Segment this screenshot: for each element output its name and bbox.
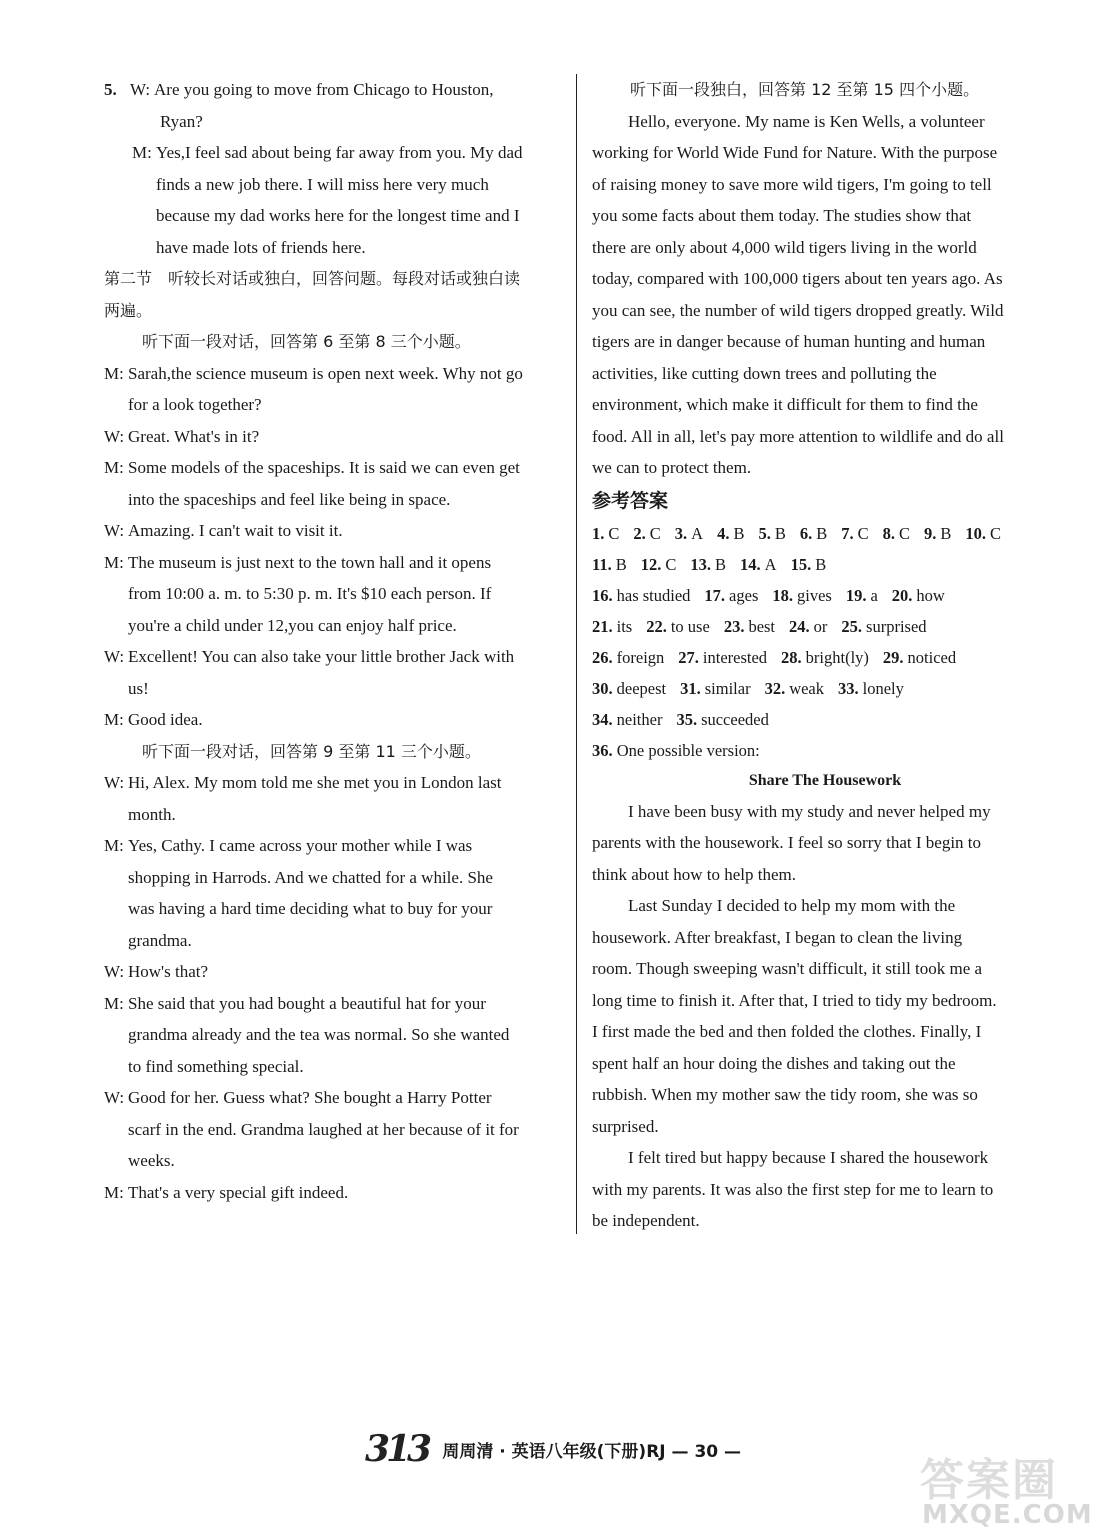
dialog-turn-text: [128, 358, 570, 421]
dialog-turn: [104, 988, 570, 1083]
dialog-line: for a look together?: [128, 395, 262, 414]
answer-item: [592, 580, 690, 611]
essay-line: room. Though sweeping wasn't difficult, it still took me a: [592, 959, 983, 978]
essay-line: Last Sunday I decided to help my mom with the: [628, 896, 956, 915]
essay-intro: [592, 735, 1058, 766]
answer-number: 14.: [740, 554, 761, 574]
q5-m-body: [156, 137, 570, 263]
dialog-line: How's that?: [128, 962, 209, 981]
essay-line: rubbish. When my mother saw the tidy room, she was so: [592, 1085, 978, 1104]
dialog-line: The museum is just next to the town hall and it opens: [128, 552, 492, 572]
answer-number: 8.: [882, 523, 896, 543]
answer-item: [789, 611, 827, 642]
answer-item: [846, 580, 878, 611]
essay-paragraph: [592, 890, 1058, 1142]
answer-item: [841, 611, 926, 642]
dialog-turn: [104, 641, 570, 704]
answer-value: B: [733, 523, 745, 543]
answer-value: has studied: [616, 585, 691, 605]
answer-item: [704, 580, 758, 611]
answer-number: 1.: [592, 523, 605, 543]
answer-number: 31.: [680, 678, 701, 698]
q5-w-turn: [104, 74, 570, 106]
watermark-cn: 答案圈: [920, 1455, 1058, 1506]
answer-value: gives: [797, 585, 832, 605]
monologue-line: activities, like cutting down trees and polluting the: [592, 363, 937, 383]
answer-number: 27.: [678, 647, 699, 667]
dialog-9-11: [104, 767, 570, 1208]
dialog-line: Hi, Alex. My mom told me she met you in London last: [128, 773, 502, 792]
directive-6-8: 听下面一段对话，回答第 6 至第 8 三个小题。: [142, 332, 471, 351]
answer-number: 11.: [592, 554, 612, 574]
dialog-turn: [104, 704, 570, 736]
speaker-label: W:: [104, 521, 125, 540]
answer-item: [765, 673, 824, 704]
q5-m-line: Yes,I feel sad about being far away from you. My dad: [156, 143, 523, 162]
answer-value: bright(ly): [805, 647, 869, 667]
answer-value: weak: [789, 678, 825, 698]
answer-item: [924, 518, 951, 549]
essay-line: I have been busy with my study and never helped my: [628, 801, 991, 821]
answer-number: 23.: [723, 616, 745, 636]
answer-number: 35.: [676, 709, 698, 729]
watermark-en: MXQE.COM: [922, 1500, 1093, 1530]
answer-value: neither: [616, 709, 663, 729]
answer-number: 28.: [781, 647, 802, 667]
dialog-turn-text: [128, 421, 570, 453]
answer-row: [592, 518, 1058, 549]
answer-number: 18.: [772, 585, 793, 605]
answer-row: [592, 642, 1058, 673]
dialog-turn-text: [128, 547, 570, 642]
answer-number: 21.: [592, 616, 613, 636]
dialog-turn: [104, 830, 570, 956]
answer-number: 10.: [965, 523, 987, 543]
answer-number: 3.: [674, 523, 688, 543]
answer-item: [675, 518, 703, 549]
q5-m-line: have made lots of friends here.: [156, 237, 366, 257]
speaker-label: M:: [104, 993, 124, 1013]
answer-item: [724, 611, 775, 642]
dialog-turn-text: [128, 704, 570, 736]
answer-number: 15.: [790, 554, 812, 574]
dialog-turn-text: [128, 1082, 570, 1177]
answer-value: or: [813, 616, 828, 636]
answer-number: 9.: [924, 523, 937, 543]
essay-line: surprised.: [592, 1116, 659, 1136]
dialog-turn: [104, 1177, 570, 1209]
dialog-line: Good idea.: [128, 710, 203, 729]
answer-number: 5.: [758, 523, 771, 543]
dialog-line: shopping in Harrods. And we chatted for a while. She: [128, 867, 493, 887]
answer-number: 22.: [646, 616, 667, 636]
answer-value: best: [748, 616, 776, 636]
monologue-line: we can to protect them.: [592, 458, 752, 477]
dialog-line: from 10:00 a. m. to 5:30 p. m. It's $10 each person. If: [128, 584, 492, 603]
essay-line: housework. After breakfast, I began to clean the living: [592, 927, 963, 947]
answer-value: B: [940, 523, 952, 543]
monologue-line: there are only about 4,000 wild tigers living in the world: [592, 237, 977, 257]
speaker-label: W:: [104, 426, 125, 446]
answer-number: 7.: [841, 523, 854, 543]
dialog-line: to find something special.: [128, 1056, 304, 1076]
answer-item: [892, 580, 945, 611]
answer-item: [678, 642, 767, 673]
essay-line: with my parents. It was also the first step for me to learn to: [592, 1179, 994, 1199]
speaker-label: W:: [130, 80, 151, 99]
answer-item: [838, 673, 904, 704]
answer-value: interested: [702, 647, 768, 667]
left-column: [104, 74, 570, 1208]
speaker-label: M:: [104, 458, 124, 477]
essay-paragraph: [592, 796, 1058, 891]
answer-number: 30.: [592, 678, 613, 698]
answer-number: 12.: [640, 554, 662, 574]
dialog-6-8: [104, 358, 570, 736]
dialog-line: scarf in the end. Grandma laughed at her because of it for: [128, 1119, 519, 1139]
answer-item: [646, 611, 710, 642]
essay-paragraph: [592, 1142, 1058, 1237]
answer-row: [592, 580, 1058, 611]
footer-text: 周周清 · 英语八年级(下册)RJ — 30 —: [442, 1441, 742, 1462]
answer-number: 26.: [592, 647, 613, 667]
brand-logo: 313: [364, 1428, 429, 1470]
monologue-line: environment, which make it difficult for them to find the: [592, 395, 978, 414]
answer-item: [592, 549, 627, 580]
answer-value: B: [615, 554, 627, 574]
dialog-turn: [104, 515, 570, 547]
answer-value: surprised: [866, 616, 927, 636]
section2-heading-cont: 两遍。: [104, 300, 153, 320]
essay-line: think about how to help them.: [592, 864, 796, 884]
dialog-line: month.: [128, 804, 176, 824]
dialog-line: was having a hard time deciding what to buy for your: [128, 899, 493, 918]
answer-row: [592, 549, 1058, 580]
essay-line: be independent.: [592, 1211, 700, 1230]
speaker-label: M:: [132, 143, 152, 162]
answer-number: 4.: [717, 523, 730, 543]
dialog-line: She said that you had bought a beautiful hat for your: [128, 993, 486, 1013]
answer-number: 2.: [633, 523, 646, 543]
answer-value: its: [616, 616, 633, 636]
answers-title: 参考答案: [592, 489, 669, 512]
answer-value: a: [870, 585, 878, 605]
speaker-label: M:: [104, 363, 124, 383]
answer-item: [717, 518, 744, 549]
essay-intro-text: One possible version:: [616, 740, 760, 760]
answer-item: [592, 704, 662, 735]
dialog-line: Yes, Cathy. I came across your mother while I was: [128, 836, 473, 855]
answer-value: succeeded: [701, 709, 769, 729]
answer-item: [883, 642, 956, 673]
monologue-line: food. All in all, let's pay more attention to wildlife and do all: [592, 426, 1004, 446]
answer-value: B: [774, 523, 786, 543]
answer-value: to use: [670, 616, 710, 636]
dialog-line: Sarah,the science museum is open next week. Why not go: [128, 363, 523, 383]
speaker-label: W:: [104, 1088, 125, 1107]
dialog-turn: [104, 452, 570, 515]
answer-number: 32.: [764, 678, 786, 698]
answer-number: 25.: [841, 616, 863, 636]
section2-heading: 第二节 听较长对话或独白，回答问题。每段对话或独白读: [104, 269, 521, 288]
answer-item: [800, 518, 827, 549]
essay-line: I first made the bed and then folded the clothes. Finally, I: [592, 1022, 982, 1041]
dialog-turn-text: [128, 641, 570, 704]
dialog-line: Amazing. I can't wait to visit it.: [128, 521, 343, 540]
q5-m-line: because my dad works here for the longest time and I: [156, 206, 520, 225]
answer-item: [592, 611, 632, 642]
answer-value: similar: [704, 678, 751, 698]
dialog-turn-text: [128, 767, 570, 830]
answer-value: lonely: [862, 678, 904, 698]
answer-value: noticed: [907, 647, 957, 667]
dialog-turn: [104, 421, 570, 453]
monologue-line: today, compared with 100,000 tigers about ten years ago. As: [592, 269, 1003, 288]
essay-line: long time to finish it. After that, I tried to tidy my bedroom.: [592, 990, 997, 1010]
right-column: [592, 74, 1058, 1237]
dialog-line: grandma.: [128, 930, 192, 950]
q5-w-text-cont: Ryan?: [160, 111, 203, 131]
essay-intro-number: 36.: [592, 740, 613, 760]
monologue-line: of raising money to save more wild tigers, I'm going to tell: [592, 174, 992, 194]
answer-item: [883, 518, 910, 549]
dialog-line: you're a child under 12,you can enjoy half price.: [128, 615, 457, 635]
answer-item: [676, 704, 768, 735]
speaker-label: W:: [104, 647, 125, 666]
answer-item: [633, 518, 660, 549]
answer-value: foreign: [616, 647, 665, 667]
answer-item: [592, 642, 664, 673]
answer-row: [592, 611, 1058, 642]
q5-w-text: Are you going to move from Chicago to Houston,: [154, 80, 494, 99]
dialog-turn-text: [128, 956, 570, 988]
essay-body: [592, 796, 1058, 1237]
answer-item: [641, 549, 677, 580]
answer-value: B: [816, 523, 828, 543]
directive-9-11: 听下面一段对话，回答第 9 至第 11 三个小题。: [142, 741, 481, 761]
dialog-line: Good for her. Guess what? She bought a Harry Potter: [128, 1088, 492, 1107]
answer-value: ages: [729, 585, 759, 605]
speaker-label: M:: [104, 1182, 124, 1202]
dialog-turn: [104, 956, 570, 988]
answer-number: 34.: [592, 709, 613, 729]
dialog-turn-text: [128, 1177, 570, 1209]
answer-key: [592, 518, 1058, 735]
essay-line: spent half an hour doing the dishes and taking out the: [592, 1053, 956, 1073]
answer-value: C: [665, 554, 677, 574]
dialog-line: Great. What's in it?: [128, 426, 260, 446]
speaker-label: M:: [104, 710, 124, 729]
column-divider: [576, 74, 577, 1234]
answer-item: [841, 518, 868, 549]
essay-title: Share The Housework: [748, 771, 902, 789]
dialog-line: weeks.: [128, 1151, 175, 1170]
answer-number: 20.: [891, 585, 913, 605]
dialog-turn: [104, 767, 570, 830]
answer-item: [772, 580, 831, 611]
answer-value: A: [691, 523, 704, 543]
q5-m-line: finds a new job there. I will miss here very much: [156, 174, 489, 194]
answer-value: C: [649, 523, 661, 543]
monologue: [592, 106, 1058, 484]
answer-value: C: [857, 523, 869, 543]
speaker-label: M:: [104, 552, 124, 572]
answer-row: [592, 673, 1058, 704]
dialog-line: grandma already and the tea was normal. So she wanted: [128, 1025, 510, 1044]
speaker-label: W:: [104, 773, 125, 792]
answer-number: 17.: [704, 585, 726, 605]
dialog-turn-text: [128, 515, 570, 547]
answer-number: 33.: [838, 678, 859, 698]
dialog-line: Excellent! You can also take your little brother Jack with: [128, 647, 515, 666]
dialog-turn-text: [128, 988, 570, 1083]
dialog-line: Some models of the spaceships. It is said we can even get: [128, 458, 520, 477]
dialog-line: into the spaceships and feel like being in space.: [128, 489, 451, 509]
directive-12-15: 听下面一段独白，回答第 12 至第 15 四个小题。: [630, 80, 980, 99]
dialog-turn: [104, 547, 570, 642]
answer-item: [791, 549, 827, 580]
answer-value: C: [899, 523, 911, 543]
answer-item: [592, 673, 666, 704]
answer-item: [781, 642, 869, 673]
monologue-line: you can see, the number of wild tigers dropped greatly. Wild: [592, 300, 1004, 320]
answer-value: deepest: [616, 678, 667, 698]
answer-value: C: [990, 523, 1002, 543]
watermark: [920, 1444, 1096, 1530]
answer-item: [965, 518, 1001, 549]
monologue-line: Hello, everyone. My name is Ken Wells, a volunteer: [628, 111, 985, 131]
answer-value: B: [815, 554, 827, 574]
dialog-turn: [104, 1082, 570, 1177]
answer-value: A: [764, 554, 777, 574]
answer-number: 24.: [789, 616, 810, 636]
monologue-line: you some facts about them today. The studies show that: [592, 206, 972, 225]
dialog-line: us!: [128, 678, 149, 698]
answer-value: B: [715, 554, 727, 574]
answer-item: [758, 518, 785, 549]
speaker-label: M:: [104, 836, 124, 855]
q5-number: 5.: [104, 80, 117, 99]
dialog-line: That's a very special gift indeed.: [128, 1182, 349, 1202]
answer-value: C: [608, 523, 620, 543]
answer-item: [690, 549, 726, 580]
essay-line: I felt tired but happy because I shared the housework: [628, 1148, 989, 1167]
answer-item: [740, 549, 777, 580]
speaker-label: W:: [104, 962, 125, 981]
answer-number: 19.: [845, 585, 867, 605]
dialog-turn-text: [128, 830, 570, 956]
dialog-turn: [104, 358, 570, 421]
answer-item: [680, 673, 750, 704]
essay-line: parents with the housework. I feel so sorry that I begin to: [592, 833, 982, 852]
answer-number: 6.: [799, 523, 813, 543]
monologue-line: working for World Wide Fund for Nature. With the purpose: [592, 143, 998, 162]
answer-number: 13.: [690, 554, 711, 574]
answer-item: [592, 518, 619, 549]
answer-value: how: [916, 585, 945, 605]
answer-number: 16.: [592, 585, 613, 605]
dialog-turn-text: [128, 452, 570, 515]
answer-row: [592, 704, 1058, 735]
monologue-line: tigers are in danger because of human hunting and human: [592, 332, 986, 351]
answer-number: 29.: [882, 647, 904, 667]
q5-m-turn: [104, 137, 570, 263]
